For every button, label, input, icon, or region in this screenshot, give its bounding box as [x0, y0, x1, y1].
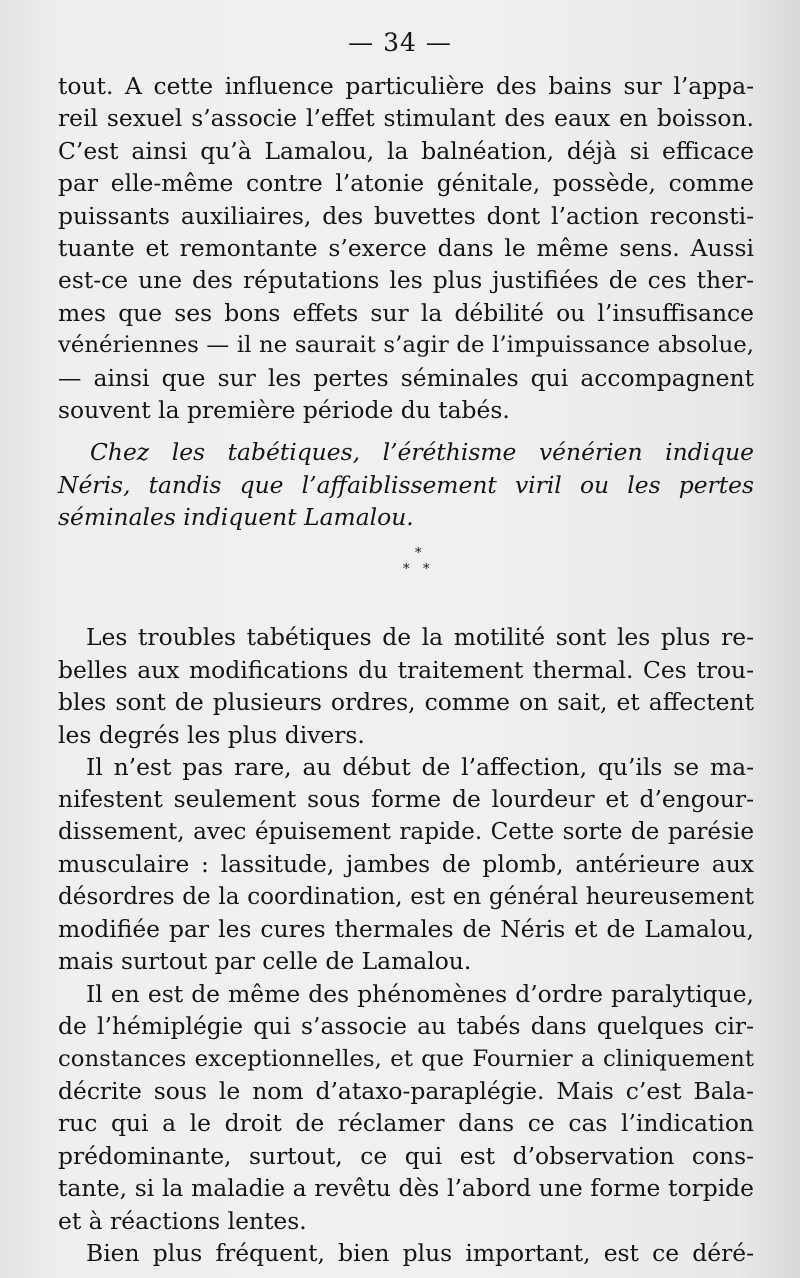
italic-paragraph [58, 436, 754, 533]
text-line: tuante et remontante s’exerce dans le même sens. Aussi [58, 233, 754, 262]
text-line: de l’hémiplégie qui s’associe au tabés dans quelques cir- [58, 1012, 754, 1041]
text-line: désordres de la coordination, est en général heureusement [58, 883, 754, 910]
text-line: les degrés les plus divers. [58, 720, 365, 749]
text-line: souvent la première période du tabés. [58, 395, 510, 424]
asterism-divider [58, 541, 754, 607]
text-line: par elle-même contre l’atonie génitale, possède, comme [58, 169, 754, 198]
text-line: est-ce une des réputations les plus justifiées de ces ther- [58, 266, 754, 295]
text-line: musculaire : lassitude, jambes de plomb, antérieure aux [58, 850, 754, 879]
text-line: dissement, avec épuisement rapide. Cette sorte de parésie [58, 818, 754, 845]
text-line: séminales indiquent Lamalou. [58, 503, 414, 532]
text-line: mais surtout par celle de Lamalou. [58, 947, 472, 976]
text-line: Néris, tandis que l’affaiblissement viril ou les pertes [58, 470, 754, 499]
text-line: prédominante, surtout, ce qui est d’observation cons- [58, 1141, 754, 1170]
text-line: décrite sous le nom d’ataxo-paraplégie. Mais c’est Bala- [58, 1076, 754, 1105]
text-line: mes que ses bons effets sur la débilité ou l’insuffisance [58, 298, 754, 327]
text-line: puissants auxiliaires, des buvettes dont l’action reconsti- [58, 201, 754, 230]
paragraph-3 [58, 751, 754, 978]
text-line: reil sexuel s’associe l’effet stimulant des eaux en boisson. [58, 104, 754, 133]
paragraph-5 [58, 1237, 754, 1269]
text-line: — ainsi que sur les pertes séminales qui accompagnent [58, 363, 754, 392]
text-line: tout. A cette influence particulière des bains sur l’appa- [58, 72, 754, 100]
text-line: Les troubles tabétiques de la motilité sont les plus re- [86, 623, 754, 652]
text-line: Bien plus fréquent, bien plus important, est ce déré- [86, 1238, 754, 1267]
text-line: tante, si la maladie a revêtu dès l’abord une forme torpide [58, 1174, 754, 1203]
text-line: Il n’est pas rare, au début de l’affection, qu’ils se ma- [86, 753, 754, 782]
text-line: vénériennes — il ne saurait s’agir de l’impuissance absolue, [58, 332, 754, 359]
star-icon: * [415, 546, 422, 562]
text-line: nifestent seulement sous forme de lourdeur et d’engour- [58, 785, 754, 814]
paragraph-1 [58, 70, 754, 426]
text-line: C’est ainsi qu’à Lamalou, la balnéation, déjà si efficace [58, 136, 754, 165]
text-line: modifiée par les cures thermales de Néris et de Lamalou, [58, 914, 754, 943]
text-line: ruc qui a le droit de réclamer dans ce cas l’indication [58, 1109, 754, 1138]
paragraph-2 [58, 621, 754, 751]
text-line: Il en est de même des phénomènes d’ordre paralytique, [86, 979, 754, 1008]
text-line: Chez les tabétiques, l’éréthisme vénérien indique [90, 438, 754, 467]
star-icon: * [403, 562, 410, 578]
text-line: belles aux modifications du traitement thermal. Ces trou- [58, 655, 754, 684]
page-number: — 34 — [348, 28, 452, 57]
text-line: bles sont de plusieurs ordres, comme on sait, et affectent [58, 688, 754, 717]
page-text [58, 70, 754, 1269]
paragraph-4 [58, 978, 754, 1237]
text-line: constances exceptionnelles, et que Fournier a cliniquement [58, 1045, 754, 1072]
star-icon: * [423, 562, 430, 578]
text-line: et à réactions lentes. [58, 1206, 307, 1235]
